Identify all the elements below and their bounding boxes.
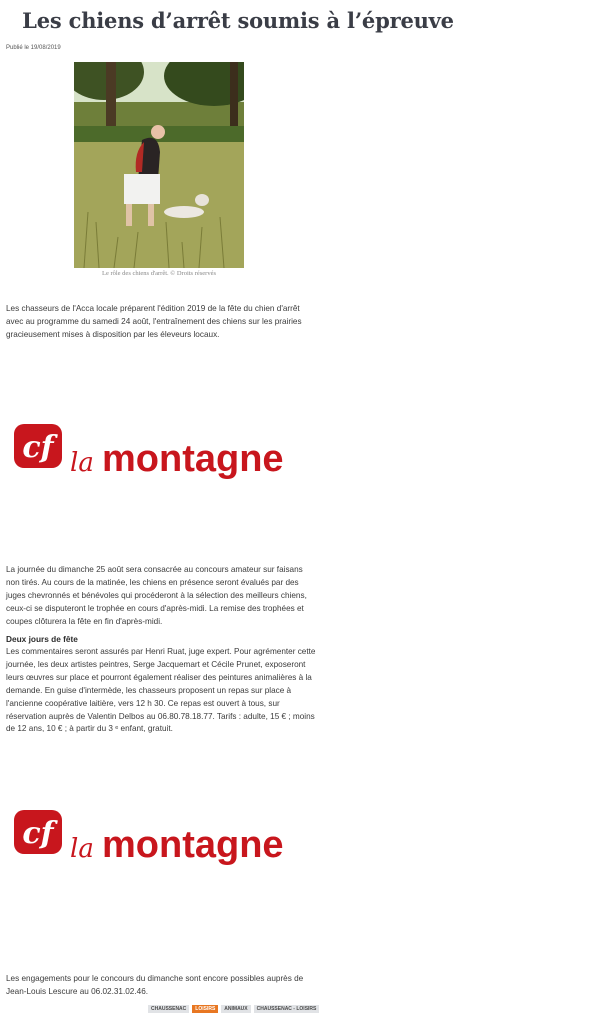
tag-loisirs[interactable]: LOISIRS <box>192 1005 218 1013</box>
tag-animaux[interactable]: ANIMAUX <box>221 1005 250 1013</box>
article-paragraph-2: La journée du dimanche 25 août sera consacrée au concours amateur sur faisans non tirés. Au cours de la matinée, les chiens en présence seront évalués par des juges chevronnés et bénévoles qui procéderont à la sélection des meilleurs chiens, ceux-ci se disputeront le trophée en cours d'après-midi. La remise des trophées et coupes clôturera la fête en fin d'après-midi. <box>6 565 307 626</box>
advertisement-logo[interactable] <box>12 806 318 870</box>
logo-la: la <box>70 834 94 864</box>
article-paragraph-3: Les commentaires seront assurés par Henri Ruat, juge expert. Pour agrémenter cette journée, les deux artistes peintres, Serge Jacquemart et Cécile Prunet, exposeront leurs œuvres sur place et pourront également réaliser des peintures animalières à la demande. En guise d'intermède, les chasseurs proposent un repas sur place à l'ancienne coopérative laitière, vers 12 h 30. Ce repas est ouvert à tous, sur réservation auprès de Valentin Delbos au 06.80.78.18.77. Tarifs : adulte, 15 € ; moins de 12 ans, 10 € ; à partir du 3 ᵉ enfant, gratuit. <box>6 647 316 734</box>
tag-list <box>148 1005 319 1013</box>
advertisement-logo[interactable] <box>12 420 318 484</box>
tag-chaussenac[interactable]: CHAUSSENAC <box>148 1005 189 1013</box>
article-paragraph-4: Les engagements pour le concours du dimanche sont encore possibles auprès de Jean-Louis Lescure au 06.02.31.02.46. <box>6 974 304 996</box>
logo-name: montagne <box>102 824 284 866</box>
logo-la: la <box>70 448 94 478</box>
article-title: Les chiens d’arrêt soumis à l’épreuve <box>22 8 454 33</box>
article-paragraph-1: Les chasseurs de l'Acca locale préparent l'édition 2019 de la fête du chien d'arrêt avec au programme du samedi 24 août, l'entraînement des chiens sur les prairies gracieusement mises à disposition par les éleveurs locaux. <box>6 304 302 339</box>
logo-mark: cf <box>22 816 54 851</box>
photo-caption: Le rôle des chiens d'arrêt. © Droits réservés <box>101 270 217 277</box>
logo-mark: cf <box>22 430 54 465</box>
tag-chaussenac-loisirs[interactable]: CHAUSSENAC - LOISIRS <box>254 1005 320 1013</box>
section-heading: Deux jours de fête <box>6 634 78 644</box>
publication-date: Publié le 19/08/2019 <box>6 45 61 51</box>
logo-name: montagne <box>102 438 284 480</box>
article-photo <box>74 62 244 268</box>
